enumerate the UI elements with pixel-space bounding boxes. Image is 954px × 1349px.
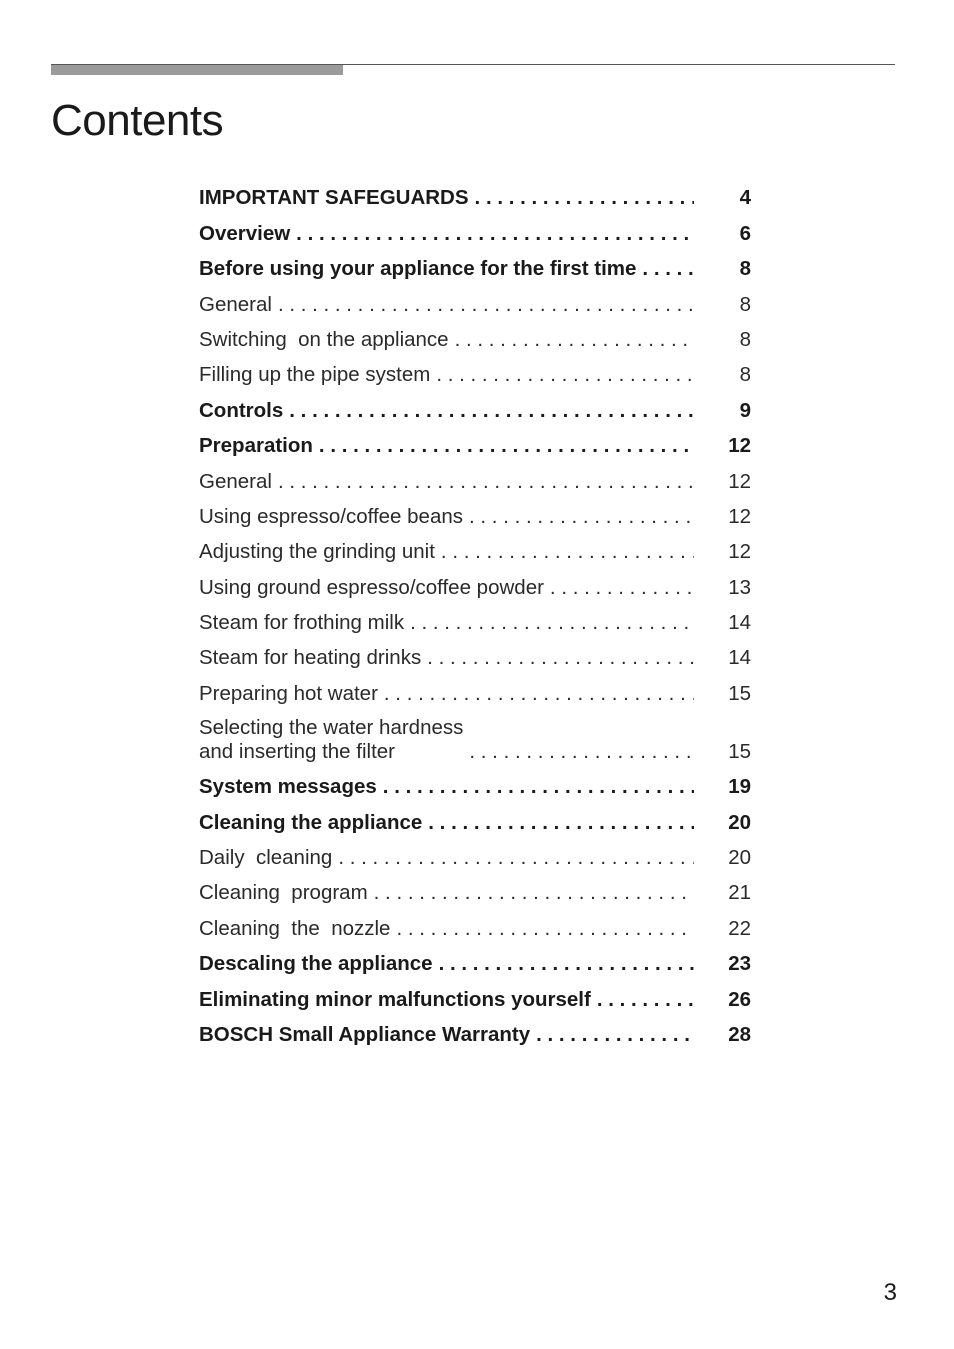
toc-page-number: 20: [728, 846, 751, 870]
toc-entry[interactable]: [199, 251, 751, 286]
toc-page-number: 9: [739, 398, 751, 422]
toc-entry-label: Cleaning program: [199, 881, 368, 905]
toc-entry[interactable]: [199, 804, 751, 839]
toc-entry-label: Cleaning the appliance: [199, 810, 423, 834]
toc-entry-label: Preparation: [199, 434, 313, 458]
toc-page-number: 13: [728, 575, 751, 599]
toc-entry[interactable]: [199, 840, 751, 875]
toc-leader-dots: [449, 328, 694, 352]
toc-entry-label: Descaling the appliance: [199, 952, 433, 976]
toc-entry[interactable]: [199, 428, 751, 463]
toc-leader-dots: [404, 611, 694, 635]
toc-leader-dots: [377, 775, 694, 799]
toc-page-number: 20: [728, 810, 751, 834]
toc-entry-label: Using espresso/coffee beans: [199, 504, 464, 528]
toc-page-number: 22: [728, 916, 751, 940]
toc-entry[interactable]: [199, 463, 751, 498]
toc-leader-dots: [433, 952, 694, 976]
toc-page-number: 6: [739, 221, 751, 245]
toc-page-number: 12: [728, 504, 751, 528]
toc-page-number: 8: [739, 257, 751, 281]
toc-page-number: 12: [728, 434, 751, 458]
toc-leader-dots: [591, 988, 694, 1012]
toc-leader-dots: [332, 846, 694, 870]
toc-entry-label: Overview: [199, 221, 291, 245]
toc-leader-dots: [272, 293, 694, 317]
toc-entry[interactable]: [199, 534, 751, 569]
toc-leader-dots: [368, 881, 694, 905]
toc-entry-label: Filling up the pipe system: [199, 363, 431, 387]
toc-leader-dots: [378, 682, 694, 706]
toc-leader-dots: [283, 399, 694, 423]
toc-entry[interactable]: [199, 875, 751, 910]
toc-leader-dots: [435, 540, 694, 564]
table-of-contents: [199, 180, 751, 1052]
toc-page-number: 23: [728, 952, 751, 976]
header-accent-bar: [51, 65, 343, 75]
toc-leader-dots: [421, 646, 694, 670]
toc-entry-label: System messages: [199, 775, 377, 799]
toc-entry-label: Before using your appliance for the first time: [199, 257, 637, 281]
toc-entry[interactable]: [199, 946, 751, 981]
toc-entry[interactable]: [199, 910, 751, 945]
toc-entry-label: General: [199, 292, 272, 316]
toc-entry[interactable]: [199, 392, 751, 427]
toc-leader-dots: [463, 740, 694, 764]
toc-leader-dots: [463, 505, 694, 529]
toc-entry-label: Daily cleaning: [199, 846, 333, 870]
toc-entry-label: BOSCH Small Appliance Warranty: [199, 1022, 531, 1046]
toc-entry[interactable]: [199, 286, 751, 321]
toc-leader-dots: [636, 257, 694, 281]
toc-entry[interactable]: [199, 180, 751, 215]
toc-entry[interactable]: [199, 322, 751, 357]
toc-entry-label: Steam for heating drinks: [199, 646, 422, 670]
toc-entry[interactable]: [199, 769, 751, 804]
toc-entry-label: General: [199, 469, 272, 493]
toc-entry-label: Controls: [199, 398, 284, 422]
toc-entry-label: Preparing hot water: [199, 681, 378, 705]
toc-entry-label: Adjusting the grinding unit: [199, 540, 435, 564]
toc-page-number: 14: [728, 611, 751, 635]
toc-entry-label: Using ground espresso/coffee powder: [199, 575, 544, 599]
toc-page-number: 26: [728, 987, 751, 1011]
toc-page-number: 12: [728, 540, 751, 564]
toc-entry[interactable]: [199, 675, 751, 710]
toc-page-number: 4: [739, 186, 751, 210]
toc-page-number: 14: [728, 646, 751, 670]
toc-page-number: 12: [728, 469, 751, 493]
page-number: 3: [883, 1279, 897, 1306]
toc-entry[interactable]: [199, 711, 751, 769]
toc-page-number: 8: [739, 292, 751, 316]
toc-leader-dots: [313, 434, 694, 458]
page-title: Contents: [51, 96, 224, 145]
toc-entry[interactable]: [199, 357, 751, 392]
toc-entry[interactable]: [199, 1017, 751, 1052]
toc-entry[interactable]: [199, 499, 751, 534]
toc-leader-dots: [544, 576, 694, 600]
toc-page-number: 28: [728, 1022, 751, 1046]
toc-entry[interactable]: [199, 215, 751, 250]
toc-leader-dots: [530, 1023, 694, 1047]
toc-page-number: 8: [739, 327, 751, 351]
toc-page-number: 15: [728, 739, 751, 763]
toc-page-number: 15: [728, 681, 751, 705]
toc-leader-dots: [390, 917, 694, 941]
toc-entry-label: Cleaning the nozzle: [199, 916, 391, 940]
toc-page-number: 19: [728, 775, 751, 799]
toc-leader-dots: [422, 811, 694, 835]
toc-entry-label: IMPORTANT SAFEGUARDS: [199, 186, 469, 210]
toc-entry[interactable]: [199, 569, 751, 604]
toc-page-number: 8: [739, 363, 751, 387]
toc-entry-label: Switching on the appliance: [199, 327, 449, 351]
toc-leader-dots: [469, 186, 694, 210]
toc-entry-label: Selecting the water hardness and inserting the filter: [199, 715, 464, 763]
toc-entry-label: Eliminating minor malfunctions yourself: [199, 987, 591, 1011]
toc-page-number: 21: [728, 881, 751, 905]
toc-leader-dots: [272, 470, 694, 494]
toc-leader-dots: [290, 222, 694, 246]
toc-entry[interactable]: [199, 640, 751, 675]
toc-leader-dots: [430, 363, 694, 387]
toc-entry[interactable]: [199, 981, 751, 1016]
toc-entry-label: Steam for frothing milk: [199, 611, 405, 635]
toc-entry[interactable]: [199, 605, 751, 640]
